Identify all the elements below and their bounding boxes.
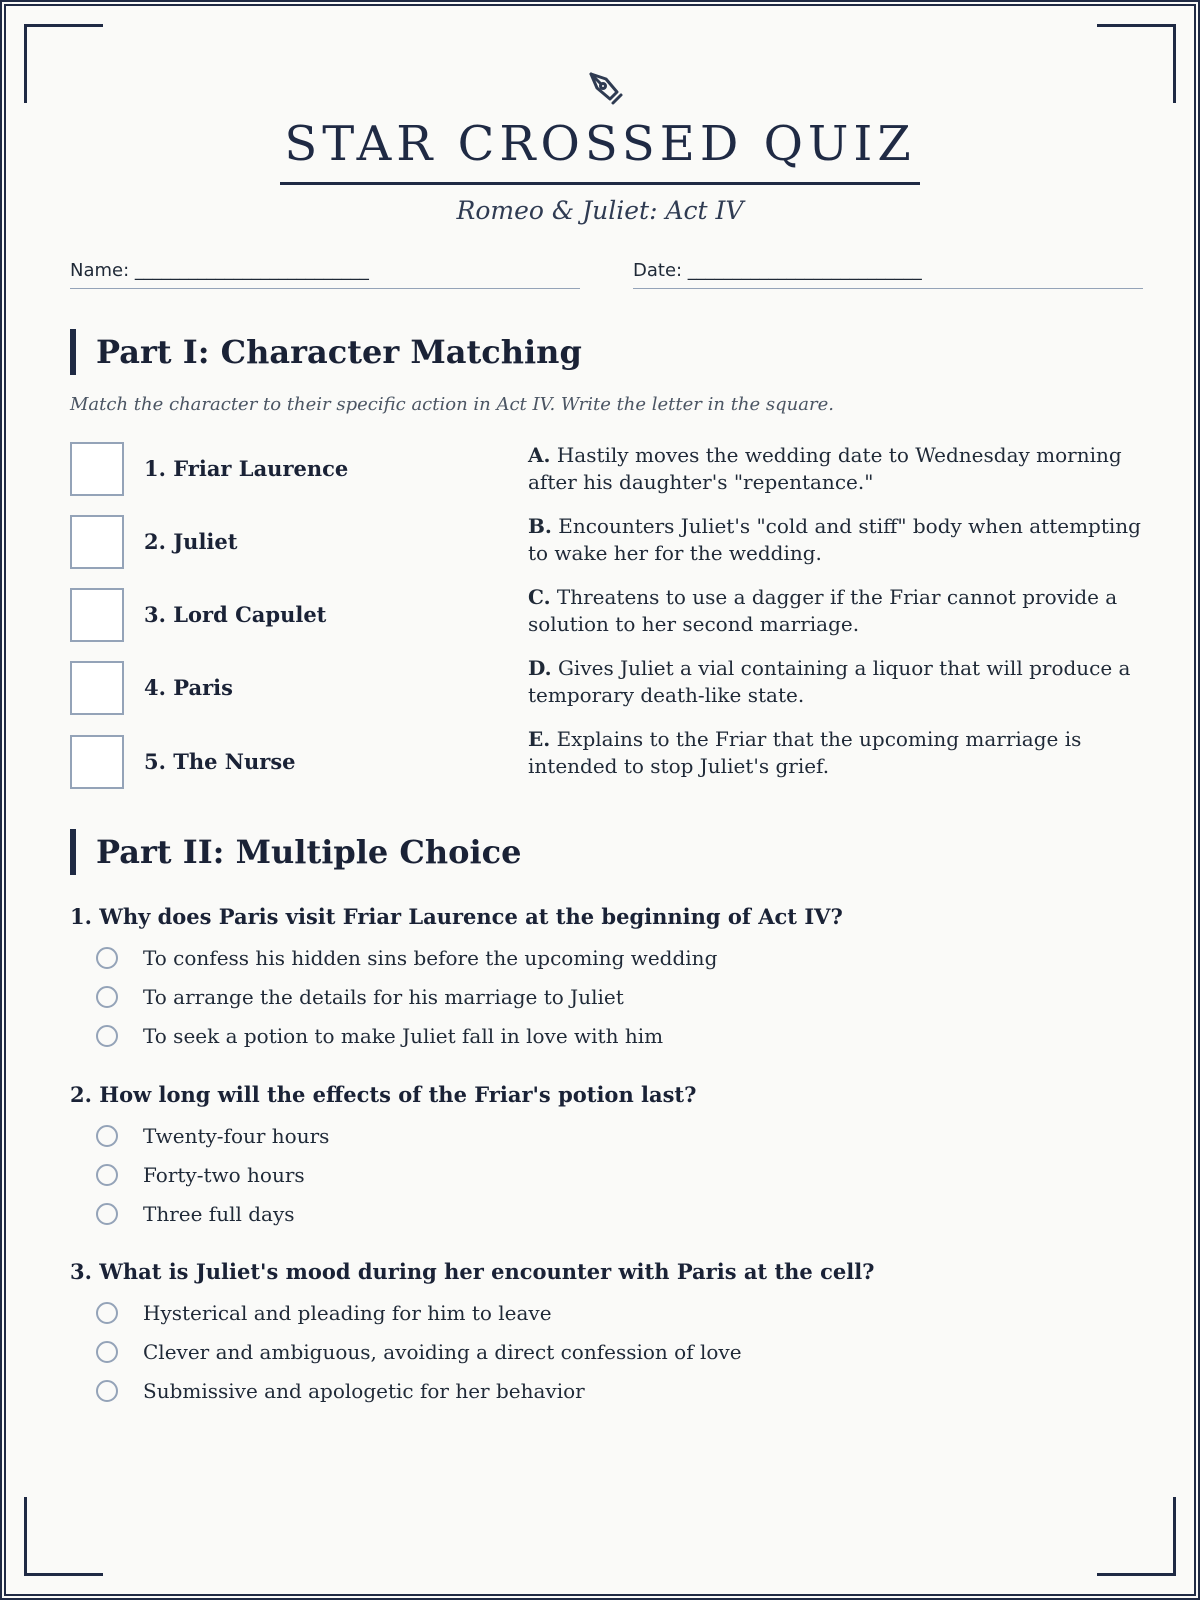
date-field[interactable]: Date: __________________________ [633, 260, 1143, 289]
option-label: Three full days [143, 1202, 295, 1226]
answer-box-3[interactable] [70, 588, 124, 642]
page-title: STAR CROSSED QUIZ [6, 116, 1194, 185]
match-row [70, 442, 490, 496]
corner-ornament-bottom-right [1097, 1497, 1176, 1576]
option-label: To confess his hidden sins before the upcoming wedding [143, 946, 718, 970]
pen-nib-icon [586, 68, 626, 108]
answer-box-2[interactable] [70, 515, 124, 569]
action-description: A. Hastily moves the wedding date to Wednesday morning after his daughter's "repentance." [528, 443, 1122, 494]
option-label: Clever and ambiguous, avoiding a direct confession of love [143, 1340, 742, 1364]
option-label: To arrange the details for his marriage to Juliet [143, 985, 624, 1009]
radio-button[interactable] [96, 1341, 118, 1363]
radio-button[interactable] [96, 1203, 118, 1225]
part2-heading: Part II: Multiple Choice [70, 829, 670, 875]
action-description: C. Threatens to use a dagger if the Friar cannot provide a solution to her second marriage. [528, 585, 1118, 636]
part1-instructions: Match the character to their specific action in Act IV. Write the letter in the square. [70, 394, 834, 415]
option-label: Twenty-four hours [143, 1124, 330, 1148]
character-name: 5. The Nurse [144, 749, 296, 774]
corner-ornament-top-right [1097, 24, 1176, 103]
option-label: Submissive and apologetic for her behavior [143, 1379, 585, 1403]
corner-ornament-bottom-left [24, 1497, 103, 1576]
match-row [70, 735, 490, 789]
name-field[interactable]: Name: __________________________ [70, 260, 580, 289]
part1-heading: Part I: Character Matching [70, 329, 670, 375]
page-subtitle: Romeo & Juliet: Act IV [456, 196, 744, 225]
action-description: E. Explains to the Friar that the upcoming marriage is intended to stop Juliet's grief. [528, 727, 1082, 778]
action-description: D. Gives Juliet a vial containing a liquor that will produce a temporary death-like state. [528, 656, 1131, 707]
action-description: B. Encounters Juliet's "cold and stiff" body when attempting to wake her for the wedding. [528, 514, 1141, 565]
question-2: 2. How long will the effects of the Friar's potion last? [70, 1082, 697, 1107]
radio-button[interactable] [96, 1125, 118, 1147]
radio-button[interactable] [96, 1302, 118, 1324]
radio-button[interactable] [96, 1164, 118, 1186]
match-row [70, 515, 490, 569]
answer-box-4[interactable] [70, 661, 124, 715]
answer-box-5[interactable] [70, 735, 124, 789]
radio-button[interactable] [96, 1380, 118, 1402]
radio-button[interactable] [96, 986, 118, 1008]
option-label: To seek a potion to make Juliet fall in love with him [143, 1024, 664, 1048]
character-name: 4. Paris [144, 675, 233, 700]
match-row [70, 588, 490, 642]
option-label: Forty-two hours [143, 1163, 305, 1187]
corner-ornament-top-left [24, 24, 103, 103]
match-row [70, 661, 490, 715]
radio-button[interactable] [96, 1025, 118, 1047]
character-name: 2. Juliet [144, 529, 238, 554]
character-name: 1. Friar Laurence [144, 456, 349, 481]
radio-button[interactable] [96, 947, 118, 969]
option-label: Hysterical and pleading for him to leave [143, 1301, 552, 1325]
character-name: 3. Lord Capulet [144, 602, 327, 627]
question-3: 3. What is Juliet's mood during her encounter with Paris at the cell? [70, 1259, 875, 1284]
question-1: 1. Why does Paris visit Friar Laurence at the beginning of Act IV? [70, 904, 843, 929]
answer-box-1[interactable] [70, 442, 124, 496]
